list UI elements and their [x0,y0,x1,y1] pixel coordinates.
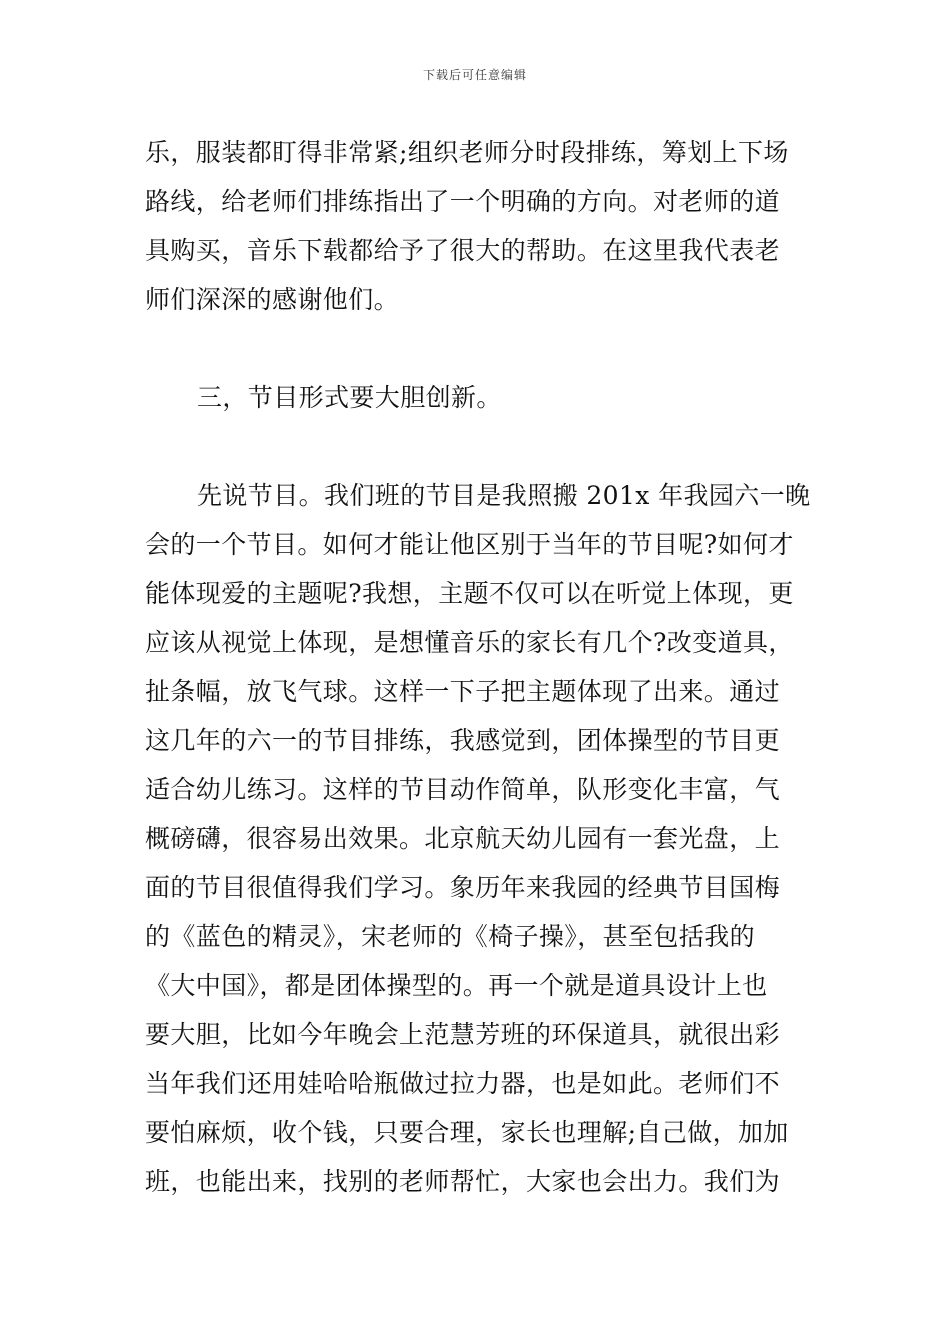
paragraph-line: 要大胆，比如今年晚会上范慧芳班的环保道具，就很出彩 [145,1020,781,1049]
paragraph-line: 会的一个节目。如何才能让他区别于当年的节目呢?如何才 [145,530,794,559]
paragraph-1 [145,128,810,324]
paragraph-line: 应该从视觉上体现，是想懂音乐的家长有几个?改变道具， [145,628,794,657]
section-heading: 三，节目形式要大胆创新。 [197,383,502,412]
paragraph-gap [145,324,810,373]
paragraph-gap [145,422,810,471]
paragraph-line: 面的节目很值得我们学习。象历年来我园的经典节目国梅 [145,873,781,902]
paragraph-line: 师们深深的感谢他们。 [145,285,400,314]
paragraph-line: 当年我们还用娃哈哈瓶做过拉力器，也是如此。老师们不 [145,1069,781,1098]
paragraph-line: 《大中国》，都是团体操型的。再一个就是道具设计上也 [145,971,768,1000]
paragraph-line: 的《蓝色的精灵》，宋老师的《椅子操》，甚至包括我的 [145,922,756,951]
paragraph-line: 先说节目。我们班的节目是我照搬 201x 年我园六一晚 [197,481,811,510]
paragraph-line: 概磅礴，很容易出效果。北京航天幼儿园有一套光盘，上 [145,824,781,853]
page-header: 下载后可任意编辑 [422,68,527,82]
paragraph-line: 能体现爱的主题呢?我想，主题不仅可以在听觉上体现，更 [145,579,794,608]
paragraph-line: 这几年的六一的节目排练，我感觉到，团体操型的节目更 [145,726,781,755]
paragraph-line: 要怕麻烦，收个钱，只要合理，家长也理解;自己做，加加 [145,1118,789,1147]
paragraph-2 [145,471,810,1206]
paragraph-line: 乐，服装都盯得非常紧;组织老师分时段排练，筹划上下场 [145,138,789,167]
paragraph-line: 路线，给老师们排练指出了一个明确的方向。对老师的道 [145,187,781,216]
document-body [145,128,810,1206]
paragraph-line: 扯条幅，放飞气球。这样一下子把主题体现了出来。通过 [145,677,781,706]
paragraph-line: 班，也能出来，找别的老师帮忙，大家也会出力。我们为 [145,1167,781,1196]
paragraph-line: 适合幼儿练习。这样的节目动作简单，队形变化丰富，气 [145,775,781,804]
paragraph-line: 具购买，音乐下载都给予了很大的帮助。在这里我代表老 [145,236,781,265]
